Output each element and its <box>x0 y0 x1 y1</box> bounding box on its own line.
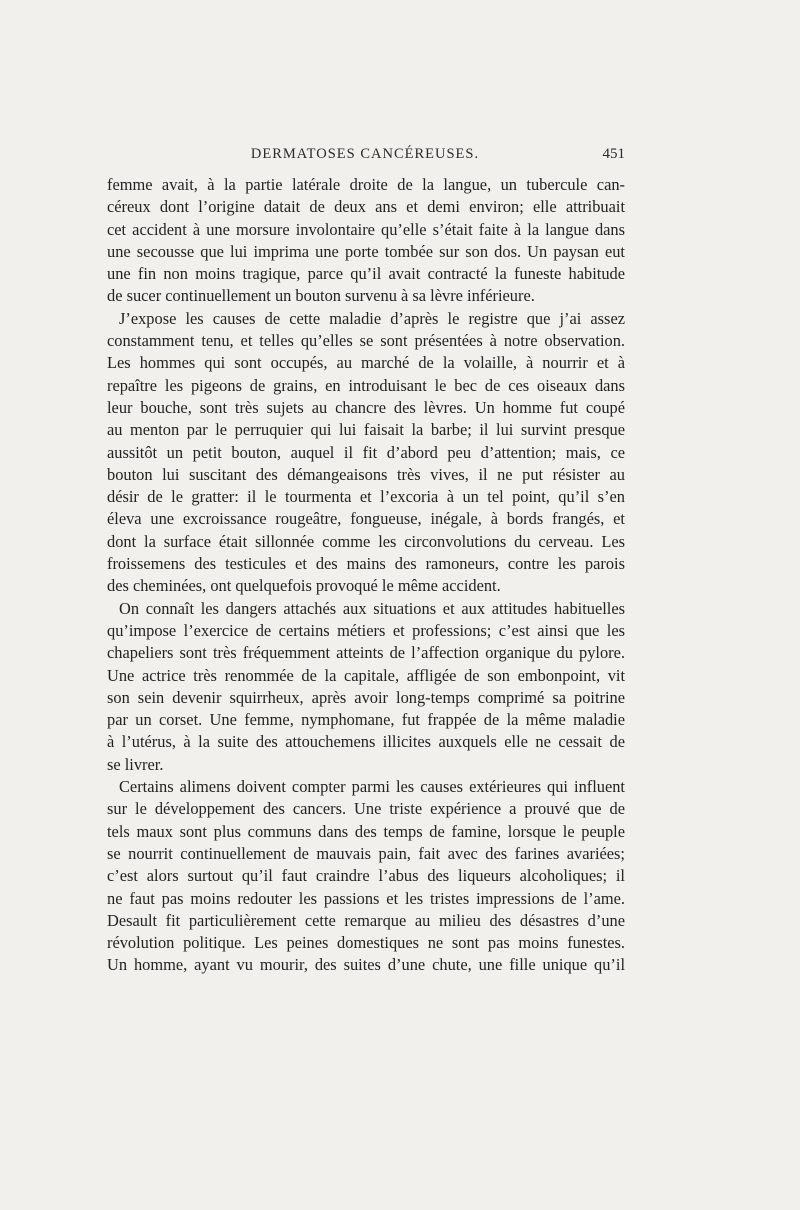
text-line: désir de le gratter: il le tourmenta et l’excoria à un tel point, qu’il s’en <box>107 487 625 507</box>
text-line: Certains alimens doivent compter parmi les causes extérieures qui influent <box>119 777 625 797</box>
text-line: céreux dont l’origine datait de deux ans et demi environ; elle attribuait <box>107 197 625 217</box>
text-line: par un corset. Une femme, nymphomane, fut frappée de la même maladie <box>107 710 625 730</box>
running-head: DERMATOSES CANCÉREUSES. <box>250 146 480 162</box>
text-line: à l’utérus, à la suite des attouchemens illicites auxquels elle ne cessait de <box>107 732 625 752</box>
text-line: des cheminées, ont quelquefois provoqué le même accident. <box>107 576 501 596</box>
text-line: cet accident à une morsure involontaire qu’elle s’était faite à la langue dans <box>107 219 625 239</box>
text-line: sur le développement des cancers. Une triste expérience a prouvé que de <box>107 799 625 819</box>
text-line: une fin non moins tragique, parce qu’il avait contracté la funeste habitude <box>107 264 625 284</box>
text-line: chapeliers sont très fréquemment atteints de l’affection organique du pylore. <box>107 643 625 663</box>
text-line: de sucer continuellement un bouton survenu à sa lèvre inférieure. <box>107 286 535 306</box>
text-line: leur bouche, sont très sujets au chancre des lèvres. Un homme fut coupé <box>107 397 625 417</box>
text-line: ne faut pas moins redouter les passions et les tristes impressions de l’ame. <box>107 888 625 908</box>
text-line: au menton par le perruquier qui lui faisait la barbe; il lui survint presque <box>107 420 625 440</box>
text-line: constamment tenu, et telles qu’elles se sont présentées à notre observation. <box>107 331 625 351</box>
text-line: se nourrit continuellement de mauvais pain, fait avec des farines avariées; <box>107 843 625 863</box>
text-line: tels maux sont plus communs dans des temps de famine, lorsque le peuple <box>107 821 625 841</box>
text-line: c’est alors surtout qu’il faut craindre l’abus des liqueurs alcoholiques; il <box>107 866 625 886</box>
text-line: bouton lui suscitant des démangeaisons très vives, il ne put résister au <box>107 464 625 484</box>
text-line: On connaît les dangers attachés aux situations et aux attitudes habituelles <box>119 598 625 618</box>
text-line: son sein devenir squirrheux, après avoir long-temps comprimé sa poitrine <box>107 687 625 707</box>
page-header <box>105 146 625 172</box>
text-line: aussitôt un petit bouton, auquel il fit d’abord peu d’attention; mais, ce <box>107 442 625 462</box>
text-line: Une actrice très renommée de la capitale, affligée de son embonpoint, vit <box>107 665 625 685</box>
text-line: une secousse que lui imprima une porte tombée sur son dos. Un paysan eut <box>107 241 625 261</box>
text-line: froissemens des testicules et des mains des ramoneurs, contre les parois <box>107 554 625 574</box>
text-line: Un homme, ayant vu mourir, des suites d’une chute, une fille unique qu’il <box>107 955 625 975</box>
text-line: Les hommes qui sont occupés, au marché de la volaille, à nourrir et à <box>107 353 625 373</box>
text-line: révolution politique. Les peines domestiques ne sont pas moins funestes. <box>107 933 625 953</box>
text-line: repaître les pigeons de grains, en introduisant le bec de ces oiseaux dans <box>107 375 625 395</box>
text-line: qu’impose l’exercice de certains métiers et professions; c’est ainsi que les <box>107 620 625 640</box>
body-text <box>107 174 625 977</box>
text-line: éleva une excroissance rougeâtre, fongueuse, inégale, à bords frangés, et <box>107 509 625 529</box>
text-line: dont la surface était sillonnée comme les circonvolutions du cerveau. Les <box>107 531 625 551</box>
text-line: femme avait, à la partie latérale droite de la langue, un tubercule can- <box>107 175 625 194</box>
text-line: se livrer. <box>107 754 164 774</box>
text-line: Desault fit particulièrement cette remarque au milieu des désastres d’une <box>107 910 625 930</box>
text-line: J’expose les causes de cette maladie d’après le registre que j’ai assez <box>119 308 625 328</box>
page-number: 451 <box>602 146 625 162</box>
